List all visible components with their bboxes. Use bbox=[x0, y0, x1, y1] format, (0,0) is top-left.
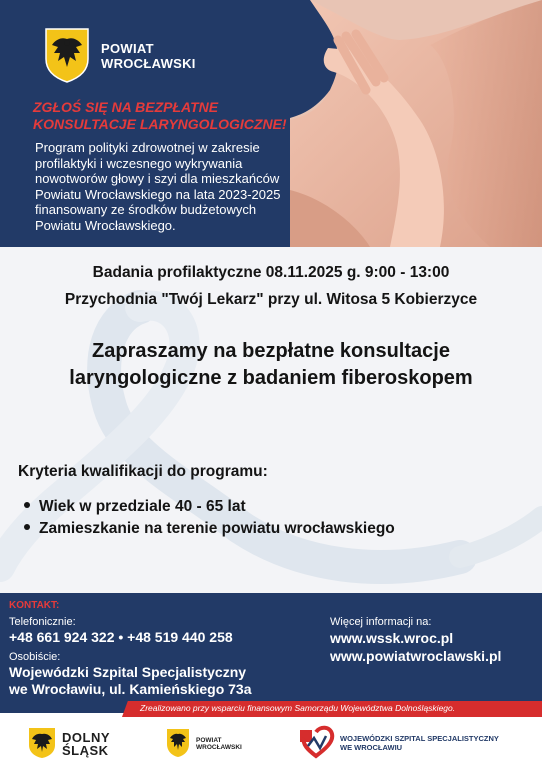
hospital-name: Wojewódzki Szpital Specjalistyczny bbox=[9, 664, 247, 680]
program-description-line: Program polityki zdrowotnej w zakresie bbox=[35, 140, 260, 155]
criteria-item-text: Wiek w przedziale 40 - 65 lat bbox=[39, 498, 246, 515]
headline-line1: ZGŁOŚ SIĘ NA BEZPŁATNE bbox=[33, 99, 219, 115]
website-link-wssk[interactable]: www.wssk.wroc.pl bbox=[330, 630, 454, 646]
criteria-item bbox=[24, 498, 246, 516]
dolny-slask-logo-line1: DOLNY bbox=[62, 730, 110, 745]
hospital-logo-line1: WOJEWÓDZKI SZPITAL SPECJALISTYCZNY bbox=[340, 734, 499, 743]
invitation-line2: laryngologiczne z badaniem fiberoskopem bbox=[69, 367, 473, 389]
bullet-icon bbox=[24, 524, 30, 530]
in-person-label: Osobiście: bbox=[9, 651, 61, 663]
headline-line2: KONSULTACJE LARYNGOLOGICZNE! bbox=[33, 116, 287, 132]
hospital-address: we Wrocławiu, ul. Kamieńskiego 73a bbox=[9, 681, 252, 697]
website-link-powiat[interactable]: www.powiatwroclawski.pl bbox=[330, 648, 502, 664]
event-location: Przychodnia "Twój Lekarz" przy ul. Witosa 5 Kobierzyce bbox=[64, 291, 478, 308]
funding-note: Zrealizowano przy wsparciu finansowym Samorządu Województwa Dolnośląskiego. bbox=[140, 703, 456, 713]
phone-numbers[interactable]: +48 661 924 322 • +48 519 440 258 bbox=[9, 629, 233, 645]
brand-name-line1: POWIAT bbox=[101, 41, 154, 56]
hospital-logo-icon bbox=[296, 724, 336, 760]
criteria-title: Kryteria kwalifikacji do programu: bbox=[18, 463, 268, 480]
invitation-line1: Zapraszamy na bezpłatne konsultacje bbox=[92, 340, 450, 362]
program-description bbox=[35, 140, 285, 234]
program-description-line: Powiatu Wrocławskiego. bbox=[35, 217, 176, 233]
program-description-line: nowotworów głowy i szyi dla mieszkańców bbox=[35, 171, 280, 187]
phone-label: Telefonicznie: bbox=[9, 616, 76, 628]
program-description-line: finansowany ze środków budżetowych bbox=[35, 202, 257, 218]
throat-photo bbox=[290, 0, 542, 247]
program-description-line: profilaktyki i wczesnego wykrywania bbox=[35, 155, 243, 171]
event-date-time: Badania profilaktyczne 08.11.2025 g. 9:00 - 13:00 bbox=[92, 264, 450, 281]
bullet-icon bbox=[24, 502, 30, 508]
program-description-line: Powiatu Wrocławskiego na lata 2023-2025 bbox=[35, 186, 281, 202]
powiat-crest-icon bbox=[44, 27, 90, 83]
hospital-logo-line2: WE WROCŁAWIU bbox=[340, 743, 403, 752]
more-info-label: Więcej informacji na: bbox=[330, 616, 432, 628]
powiat-footer-crest-icon bbox=[166, 728, 190, 758]
criteria-item-text: Zamieszkanie na terenie powiatu wrocławskiego bbox=[39, 520, 395, 537]
dolny-slask-crest-icon bbox=[28, 727, 56, 759]
contact-title: KONTAKT: bbox=[9, 600, 60, 611]
powiat-footer-line2: WROCŁAWSKI bbox=[196, 744, 242, 751]
criteria-item bbox=[24, 520, 395, 538]
brand-name-line2: WROCŁAWSKI bbox=[101, 56, 196, 71]
dolny-slask-logo-line2: ŚLĄSK bbox=[62, 743, 109, 758]
powiat-footer-line1: POWIAT bbox=[196, 737, 222, 744]
